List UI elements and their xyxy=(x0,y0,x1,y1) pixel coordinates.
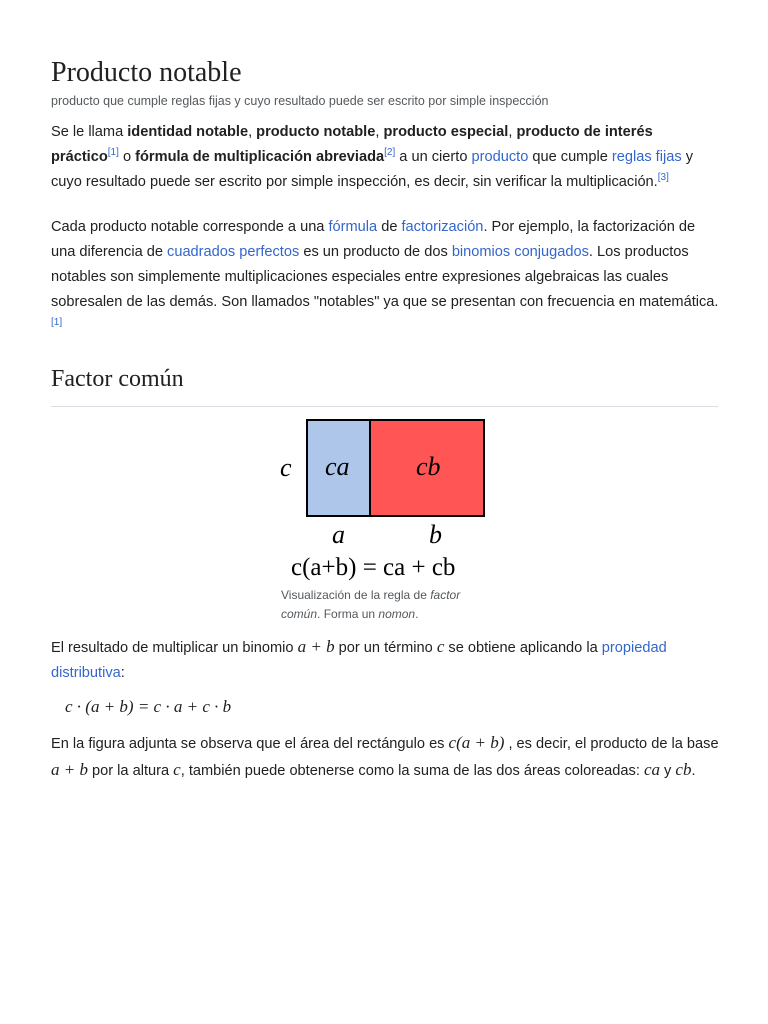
intro-text: , xyxy=(248,124,257,140)
link-propiedad-distributiva[interactable]: propiedad distributiva xyxy=(51,640,667,681)
link-producto[interactable]: producto xyxy=(471,149,529,165)
caption-italic-factor-comun: factor común xyxy=(281,588,461,621)
paragraph-3 xyxy=(51,634,723,686)
page-title: Producto notable xyxy=(51,57,242,88)
paragraph-text: por la altura xyxy=(87,763,174,779)
intro-text: y cuyo resultado puede ser escrito por simple inspección, es decir, sin verificar la multiplicación. xyxy=(51,149,693,190)
math-cb: cb xyxy=(675,760,692,779)
section-heading: Factor común xyxy=(51,362,718,407)
math-ca: ca xyxy=(643,760,660,779)
term-producto-especial: producto especial xyxy=(383,124,509,140)
paragraph-text: de xyxy=(377,219,402,235)
link-formula[interactable]: fórmula xyxy=(328,219,378,235)
reference-link[interactable]: [1] xyxy=(107,147,119,158)
link-binomios-conjugados[interactable]: binomios conjugados xyxy=(451,244,589,260)
math-c: c xyxy=(436,637,445,656)
figure-caption xyxy=(281,586,481,624)
paragraph-text: Cada producto notable corresponde a una xyxy=(51,219,329,235)
reference-link[interactable]: [2] xyxy=(384,147,396,158)
intro-text: , xyxy=(508,124,517,140)
caption-text: . xyxy=(415,607,419,621)
math-c: c xyxy=(173,760,181,779)
link-reglas-fijas[interactable]: reglas fijas xyxy=(611,149,682,165)
label-b: b xyxy=(429,520,442,549)
intro-text: o xyxy=(118,149,136,165)
paragraph-text: . Por ejemplo, la factorización de una diferencia de xyxy=(51,219,696,260)
intro-paragraph xyxy=(51,120,723,195)
label-cb: cb xyxy=(416,452,441,481)
paragraph-text: y xyxy=(660,763,676,779)
page-subtitle: producto que cumple reglas fijas y cuyo resultado puede ser escrito por simple inspección xyxy=(51,94,549,108)
figure-equation: c(a+b) = ca + cb xyxy=(291,554,456,581)
reference-link[interactable]: [1] xyxy=(51,317,63,328)
paragraph-text: , también puede obtenerse como la suma de las dos áreas coloreadas: xyxy=(180,763,644,779)
label-c: c xyxy=(280,453,292,482)
reference-link[interactable]: [3] xyxy=(657,172,669,183)
paragraph-text: se obtiene aplicando la xyxy=(444,640,602,656)
intro-text: , xyxy=(375,124,384,140)
rectangle-diagram xyxy=(270,415,510,590)
paragraph-text: : xyxy=(120,665,125,681)
caption-text: . Forma un xyxy=(317,607,379,621)
paragraph-text: En la figura adjunta se observa que el área del rectángulo es xyxy=(51,736,449,752)
intro-text: Se le llama xyxy=(51,124,128,140)
math-a-plus-b: a + b xyxy=(297,637,335,656)
distributive-formula: c · (a + b) = c · a + c · b xyxy=(65,697,232,716)
math-c-a-plus-b: c(a + b) xyxy=(448,733,505,752)
caption-text: Visualización de la regla de xyxy=(281,588,431,602)
paragraph-4 xyxy=(51,730,723,784)
paragraph-text: El resultado de multiplicar un binomio xyxy=(51,640,298,656)
paragraph-text: , es decir, el producto de la base xyxy=(504,736,719,752)
term-identidad-notable: identidad notable xyxy=(127,124,249,140)
paragraph-text: . xyxy=(691,763,696,779)
term-producto-notable: producto notable xyxy=(256,124,376,140)
paragraph-2 xyxy=(51,215,723,340)
intro-text: que cumple xyxy=(528,149,612,165)
intro-text: a un cierto xyxy=(395,149,472,165)
math-a-plus-b: a + b xyxy=(51,760,88,779)
link-cuadrados-perfectos[interactable]: cuadrados perfectos xyxy=(167,244,300,260)
label-a: a xyxy=(332,520,345,549)
caption-italic-nomon: nomon xyxy=(378,607,416,621)
paragraph-text: por un término xyxy=(334,640,437,656)
paragraph-text: . Los productos notables son simplemente multiplicaciones especiales entre expresiones algebraicas las cuales sobresalen de las demás. Son llamados "notables" ya que se presentan con frecuencia en matemática. xyxy=(51,244,719,310)
term-formula-multiplicacion: fórmula de multiplicación abreviada xyxy=(135,149,385,165)
label-ca: ca xyxy=(325,452,350,481)
link-factorizacion[interactable]: factorización xyxy=(401,219,484,235)
paragraph-text: es un producto de dos xyxy=(299,244,452,260)
term-producto-interes-practico: producto de interés práctico xyxy=(51,124,653,165)
